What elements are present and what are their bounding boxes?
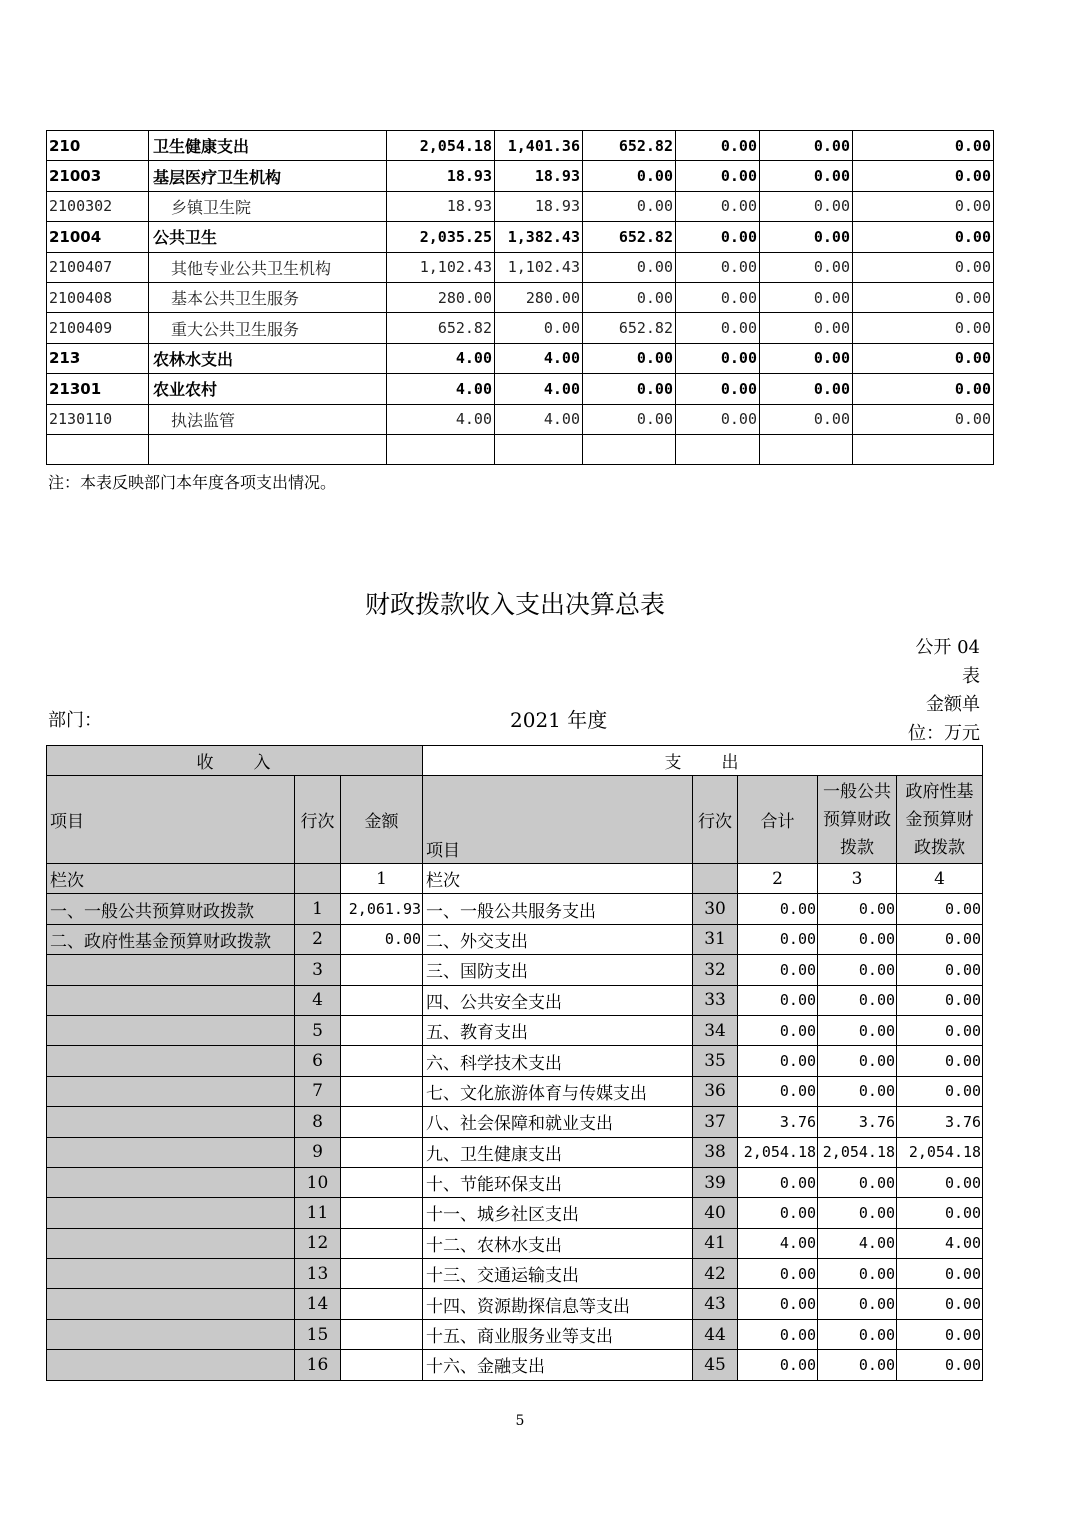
cell-v3: 0.00 [583,282,676,312]
column-number-4: 4 [897,864,983,894]
cell-total: 0.00 [738,1046,818,1076]
cell-total: 0.00 [738,1259,818,1289]
cell-inc-no: 5 [295,1015,341,1045]
cell-exp-no: 39 [693,1167,738,1197]
cell-name: 执法监管 [149,404,387,434]
cell-v5: 0.00 [760,252,853,282]
cell-exp-no: 40 [693,1198,738,1228]
cell-code: 213 [47,343,149,373]
cell-v2: 1,382.43 [495,222,583,252]
table-row [47,1107,983,1137]
amount-unit [900,690,980,748]
cell-v6: 0.00 [853,374,994,404]
cell-exp-no: 33 [693,985,738,1015]
cell-v5: 0.00 [760,222,853,252]
cell-v2: 4.00 [495,343,583,373]
cell-exp-item: 十六、金融支出 [423,1350,693,1380]
cell-exp-item: 十五、商业服务业等支出 [423,1319,693,1349]
cell-name: 基本公共卫生服务 [149,282,387,312]
table-row [47,894,983,924]
cell-v6: 0.00 [853,252,994,282]
cell-inc-no: 12 [295,1228,341,1258]
cell-fund: 0.00 [897,955,983,985]
cell-general: 0.00 [818,955,897,985]
cell-general: 0.00 [818,985,897,1015]
expense-item-header: 项目 [423,776,693,864]
cell-code: 2100409 [47,313,149,343]
cell-inc-amt [341,1350,423,1380]
cell-inc-no: 1 [295,894,341,924]
cell-general: 2,054.18 [818,1137,897,1167]
cell-name [149,434,387,464]
cell-v3: 652.82 [583,313,676,343]
cell-general: 0.00 [818,1259,897,1289]
income-rowno-header: 行次 [295,776,341,864]
cell-general: 0.00 [818,1076,897,1106]
table-note: 注：本表反映部门本年度各项支出情况。 [48,473,337,492]
cell-inc-amt [341,1198,423,1228]
column-number-1: 1 [341,864,423,894]
cell-inc-no: 14 [295,1289,341,1319]
cell-fund: 0.00 [897,985,983,1015]
cell-general: 0.00 [818,1350,897,1380]
page-title: 财政拨款收入支出决算总表 [364,590,665,619]
cell-exp-no: 34 [693,1015,738,1045]
cell-total: 0.00 [738,894,818,924]
cell-total: 0.00 [738,985,818,1015]
cell-v2: 1,401.36 [495,131,583,161]
cell-inc-item [47,1228,295,1258]
cell-v4: 0.00 [676,161,760,191]
cell-inc-amt [341,1289,423,1319]
cell-exp-no: 36 [693,1076,738,1106]
table-row [47,313,994,343]
cell-v4: 0.00 [676,343,760,373]
cell-general: 0.00 [818,1167,897,1197]
table-row [47,1319,983,1349]
cell-exp-item: 三、国防支出 [423,955,693,985]
cell-inc-amt [341,1076,423,1106]
cell-total: 0.00 [738,1289,818,1319]
cell-v3: 0.00 [583,374,676,404]
cell-v3: 0.00 [583,252,676,282]
cell-total: 0.00 [738,955,818,985]
cell-inc-no: 2 [295,924,341,954]
cell-exp-item: 十、节能环保支出 [423,1167,693,1197]
cell-fund: 3.76 [897,1107,983,1137]
cell-general: 0.00 [818,1319,897,1349]
cell-code: 2100408 [47,282,149,312]
cell-v6 [853,434,994,464]
cell-v4: 0.00 [676,374,760,404]
cell-exp-no: 37 [693,1107,738,1137]
cell-exp-item: 六、科学技术支出 [423,1046,693,1076]
cell-v5 [760,434,853,464]
cell-exp-item: 一、一般公共服务支出 [423,894,693,924]
cell-v1: 2,035.25 [387,222,495,252]
cell-total: 0.00 [738,1319,818,1349]
cell-exp-no: 31 [693,924,738,954]
cell-inc-item [47,1107,295,1137]
cell-inc-no: 10 [295,1167,341,1197]
cell-name: 农业农村 [149,374,387,404]
table-row [47,374,994,404]
cell-v4: 0.00 [676,252,760,282]
cell-code: 21301 [47,374,149,404]
cell-v3 [583,434,676,464]
cell-v5: 0.00 [760,374,853,404]
expense-total-header: 合计 [738,776,818,864]
cell-exp-item: 二、外交支出 [423,924,693,954]
table-row [47,1198,983,1228]
cell-total: 0.00 [738,1015,818,1045]
cell-inc-no: 13 [295,1259,341,1289]
cell-v2: 4.00 [495,374,583,404]
income-amount-header: 金额 [341,776,423,864]
cell-inc-amt [341,985,423,1015]
income-column-label: 栏次 [47,864,295,894]
cell-v2: 1,102.43 [495,252,583,282]
cell-v3: 652.82 [583,131,676,161]
cell-v5: 0.00 [760,282,853,312]
cell-name: 乡镇卫生院 [149,191,387,221]
cell-inc-amt [341,955,423,985]
cell-v2: 0.00 [495,313,583,343]
cell-total: 0.00 [738,1350,818,1380]
cell-total: 3.76 [738,1107,818,1137]
cell-exp-item: 九、卫生健康支出 [423,1137,693,1167]
cell-general: 0.00 [818,1046,897,1076]
cell-inc-item: 一、一般公共预算财政拨款 [47,894,295,924]
cell-v5: 0.00 [760,191,853,221]
cell-fund: 0.00 [897,1015,983,1045]
table-row [47,1228,983,1258]
form-number-line1: 公开 04 [915,637,980,658]
table-row [47,1137,983,1167]
cell-v1: 1,102.43 [387,252,495,282]
cell-v3: 0.00 [583,343,676,373]
cell-exp-no: 42 [693,1259,738,1289]
cell-inc-amt [341,1137,423,1167]
table-row [47,1259,983,1289]
cell-total: 0.00 [738,1198,818,1228]
cell-exp-no: 43 [693,1289,738,1319]
cell-total: 0.00 [738,924,818,954]
expense-column-label: 栏次 [423,864,693,894]
cell-v5: 0.00 [760,404,853,434]
cell-code: 210 [47,131,149,161]
table-row [47,1167,983,1197]
cell-general: 0.00 [818,1198,897,1228]
cell-inc-item [47,985,295,1015]
cell-general: 0.00 [818,924,897,954]
cell-inc-no: 7 [295,1076,341,1106]
cell-inc-amt [341,1228,423,1258]
cell-general: 0.00 [818,1015,897,1045]
cell-total: 0.00 [738,1167,818,1197]
cell-v3: 652.82 [583,222,676,252]
table-row [47,924,983,954]
cell-code: 21003 [47,161,149,191]
cell-exp-no: 35 [693,1046,738,1076]
cell-total: 0.00 [738,1076,818,1106]
cell-exp-item: 四、公共安全支出 [423,985,693,1015]
cell-inc-amt: 0.00 [341,924,423,954]
gov-fund-header: 政府性基金预算财政拨款 [897,776,983,864]
cell-name: 农林水支出 [149,343,387,373]
cell-exp-item: 十一、城乡社区支出 [423,1198,693,1228]
cell-fund: 0.00 [897,1259,983,1289]
cell-v4 [676,434,760,464]
cell-v1: 2,054.18 [387,131,495,161]
cell-inc-item: 二、政府性基金预算财政拨款 [47,924,295,954]
cell-inc-item [47,1137,295,1167]
table-row [47,191,994,221]
cell-name: 卫生健康支出 [149,131,387,161]
cell-exp-item: 八、社会保障和就业支出 [423,1107,693,1137]
cell-fund: 0.00 [897,1076,983,1106]
expense-section-header: 支 出 [423,746,983,776]
fiscal-year: 2021 年度 [510,708,608,732]
cell-exp-item: 七、文化旅游体育与传媒支出 [423,1076,693,1106]
cell-code: 21004 [47,222,149,252]
table-row [47,222,994,252]
cell-v1: 18.93 [387,191,495,221]
table-row [47,161,994,191]
cell-inc-item [47,1319,295,1349]
cell-v3: 0.00 [583,404,676,434]
cell-inc-amt [341,1046,423,1076]
cell-exp-no: 32 [693,955,738,985]
cell-v1: 4.00 [387,404,495,434]
cell-v5: 0.00 [760,161,853,191]
cell-code [47,434,149,464]
cell-v2: 18.93 [495,191,583,221]
form-number [900,633,980,691]
cell-inc-no: 6 [295,1046,341,1076]
cell-exp-item: 十四、资源勘探信息等支出 [423,1289,693,1319]
cell-exp-item: 五、教育支出 [423,1015,693,1045]
cell-v6: 0.00 [853,161,994,191]
cell-fund: 0.00 [897,924,983,954]
cell-v2: 18.93 [495,161,583,191]
column-number-3: 3 [818,864,897,894]
table-row [47,1046,983,1076]
cell-fund: 0.00 [897,1319,983,1349]
expense-rowno-header: 行次 [693,776,738,864]
table-row [47,131,994,161]
amount-unit-line1: 金额单 [926,694,980,715]
cell-inc-no: 8 [295,1107,341,1137]
cell-inc-item [47,1015,295,1045]
cell-v1: 280.00 [387,282,495,312]
cell-v6: 0.00 [853,404,994,434]
cell-fund: 0.00 [897,1198,983,1228]
cell-inc-item [47,1076,295,1106]
cell-fund: 4.00 [897,1228,983,1258]
cell-fund: 0.00 [897,1350,983,1380]
cell-fund: 0.00 [897,1046,983,1076]
cell-inc-no: 3 [295,955,341,985]
expense-detail-table [46,130,994,465]
table-row [47,282,994,312]
cell-v4: 0.00 [676,191,760,221]
table-row [47,1289,983,1319]
table-row [47,985,983,1015]
cell-exp-no: 30 [693,894,738,924]
cell-v3: 0.00 [583,191,676,221]
cell-v4: 0.00 [676,222,760,252]
cell-code: 2130110 [47,404,149,434]
cell-v2: 4.00 [495,404,583,434]
income-item-header: 项目 [47,776,295,864]
cell-v1 [387,434,495,464]
cell-name: 公共卫生 [149,222,387,252]
cell-inc-amt [341,1015,423,1045]
cell-total: 4.00 [738,1228,818,1258]
cell-v2: 280.00 [495,282,583,312]
cell-inc-amt [341,1319,423,1349]
cell-inc-item [47,955,295,985]
cell-v6: 0.00 [853,191,994,221]
cell-inc-item [47,1198,295,1228]
cell-inc-amt [341,1107,423,1137]
cell-v1: 652.82 [387,313,495,343]
cell-inc-item [47,1259,295,1289]
cell-name: 其他专业公共卫生机构 [149,252,387,282]
cell-general: 0.00 [818,894,897,924]
cell-name: 基层医疗卫生机构 [149,161,387,191]
department-label: 部门： [48,710,102,731]
cell-exp-no: 38 [693,1137,738,1167]
cell-code: 2100407 [47,252,149,282]
cell-inc-item [47,1350,295,1380]
cell-v4: 0.00 [676,313,760,343]
cell-exp-item: 十二、农林水支出 [423,1228,693,1258]
table-row [47,343,994,373]
cell-exp-no: 45 [693,1350,738,1380]
cell-general: 3.76 [818,1107,897,1137]
table-row [47,955,983,985]
cell-v4: 0.00 [676,131,760,161]
cell-inc-amt [341,1259,423,1289]
cell-v1: 4.00 [387,374,495,404]
cell-v2 [495,434,583,464]
page-number: 5 [515,1413,525,1429]
table-row [47,1015,983,1045]
cell-inc-no: 11 [295,1198,341,1228]
cell-inc-no: 9 [295,1137,341,1167]
empty-cell [295,864,341,894]
cell-inc-amt [341,1167,423,1197]
cell-exp-no: 44 [693,1319,738,1349]
cell-inc-amt: 2,061.93 [341,894,423,924]
cell-v6: 0.00 [853,222,994,252]
cell-v4: 0.00 [676,282,760,312]
table-row [47,1076,983,1106]
cell-fund: 2,054.18 [897,1137,983,1167]
cell-inc-no: 4 [295,985,341,1015]
cell-v1: 4.00 [387,343,495,373]
cell-name: 重大公共卫生服务 [149,313,387,343]
cell-inc-no: 15 [295,1319,341,1349]
income-section-header: 收 入 [47,746,423,776]
fiscal-summary-table [46,745,983,1381]
cell-inc-item [47,1289,295,1319]
amount-unit-line2: 位：万元 [908,723,980,744]
table-row [47,252,994,282]
cell-fund: 0.00 [897,894,983,924]
cell-general: 0.00 [818,1289,897,1319]
cell-fund: 0.00 [897,1167,983,1197]
general-budget-header: 一般公共预算财政拨款 [818,776,897,864]
cell-v3: 0.00 [583,161,676,191]
cell-v4: 0.00 [676,404,760,434]
empty-cell [693,864,738,894]
cell-v6: 0.00 [853,131,994,161]
cell-v5: 0.00 [760,131,853,161]
form-number-line2: 表 [962,666,980,687]
cell-inc-item [47,1046,295,1076]
cell-fund: 0.00 [897,1289,983,1319]
table-row [47,1350,983,1380]
cell-v1: 18.93 [387,161,495,191]
cell-v6: 0.00 [853,313,994,343]
cell-v6: 0.00 [853,343,994,373]
column-number-2: 2 [738,864,818,894]
cell-inc-no: 16 [295,1350,341,1380]
table-row [47,404,994,434]
cell-code: 2100302 [47,191,149,221]
cell-inc-item [47,1167,295,1197]
cell-v5: 0.00 [760,313,853,343]
cell-exp-item: 十三、交通运输支出 [423,1259,693,1289]
cell-v6: 0.00 [853,282,994,312]
cell-v5: 0.00 [760,343,853,373]
cell-general: 4.00 [818,1228,897,1258]
cell-exp-no: 41 [693,1228,738,1258]
cell-total: 2,054.18 [738,1137,818,1167]
table-row [47,434,994,464]
